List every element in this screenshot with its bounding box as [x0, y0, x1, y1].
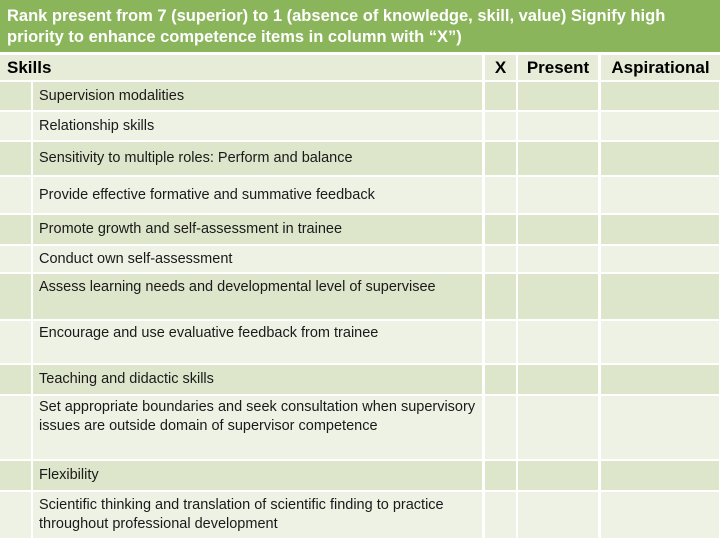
skill-cell: [33, 82, 482, 110]
aspirational-cell[interactable]: [601, 321, 719, 363]
column-header-present: Present: [518, 55, 598, 80]
skill-cell: [33, 461, 482, 490]
x-cell[interactable]: [485, 274, 516, 319]
skill-label: Promote growth and self-assessment in trainee: [39, 221, 343, 237]
skill-cell: [33, 396, 482, 459]
x-cell[interactable]: [485, 492, 516, 538]
present-cell[interactable]: [518, 274, 598, 319]
skill-label: Sensitivity to multiple roles: Perform and balance: [39, 150, 353, 166]
table-row: [0, 492, 720, 538]
instruction-text: Rank present from 7 (superior) to 1 (absence of knowledge, skill, value) Signify high priority to enhance competence items in column with “X”): [7, 7, 666, 46]
row-index-cell: [0, 177, 31, 213]
column-header-skills: Skills: [0, 55, 482, 80]
skill-label: Provide effective formative and summative feedback: [39, 186, 375, 203]
present-cell[interactable]: [518, 321, 598, 363]
row-index-cell: [0, 396, 31, 459]
present-cell[interactable]: [518, 461, 598, 490]
skill-cell: [33, 142, 482, 175]
aspirational-cell[interactable]: [601, 461, 719, 490]
table-row: [0, 365, 720, 394]
row-index-cell: [0, 112, 31, 140]
aspirational-cell[interactable]: [601, 492, 719, 538]
row-index-cell: [0, 82, 31, 110]
table-row: [0, 274, 720, 319]
skill-label: Relationship skills: [39, 117, 155, 134]
present-cell[interactable]: [518, 492, 598, 538]
skill-label: Conduct own self-assessment: [39, 250, 233, 267]
present-cell[interactable]: [518, 82, 598, 110]
table-row: [0, 142, 720, 175]
skill-cell: [33, 215, 482, 244]
x-cell[interactable]: [485, 82, 516, 110]
row-index-cell: [0, 461, 31, 490]
x-cell[interactable]: [485, 365, 516, 394]
present-cell[interactable]: [518, 365, 598, 394]
table-row: [0, 82, 720, 110]
aspirational-cell[interactable]: [601, 365, 719, 394]
aspirational-cell[interactable]: [601, 396, 719, 459]
aspirational-cell[interactable]: [601, 246, 719, 272]
row-index-cell: [0, 142, 31, 175]
aspirational-cell[interactable]: [601, 82, 719, 110]
x-cell[interactable]: [485, 461, 516, 490]
x-cell[interactable]: [485, 396, 516, 459]
aspirational-cell[interactable]: [601, 274, 719, 319]
row-index-cell: [0, 215, 31, 244]
table-row: [0, 112, 720, 140]
skill-cell: [33, 492, 482, 538]
skill-label: Scientific thinking and translation of scientific finding to practice throughout professional development: [39, 497, 444, 532]
column-header-aspirational: Aspirational: [601, 55, 720, 80]
row-index-cell: [0, 365, 31, 394]
row-index-cell: [0, 321, 31, 363]
skill-label: Flexibility: [39, 467, 99, 483]
column-header-x: X: [485, 55, 516, 80]
skill-label: Teaching and didactic skills: [39, 371, 214, 387]
table-row: [0, 396, 720, 459]
present-cell[interactable]: [518, 177, 598, 213]
table-row: [0, 461, 720, 490]
table-row: [0, 321, 720, 363]
present-cell[interactable]: [518, 112, 598, 140]
row-index-cell: [0, 492, 31, 538]
x-cell[interactable]: [485, 112, 516, 140]
row-index-cell: [0, 246, 31, 272]
present-cell[interactable]: [518, 246, 598, 272]
skill-label: Set appropriate boundaries and seek consultation when supervisory issues are outside domain of supervisor competence: [39, 399, 476, 434]
skill-cell: [33, 246, 482, 272]
skill-cell: [33, 321, 482, 363]
aspirational-cell[interactable]: [601, 177, 719, 213]
x-cell[interactable]: [485, 246, 516, 272]
x-cell[interactable]: [485, 177, 516, 213]
table-row: [0, 215, 720, 244]
aspirational-cell[interactable]: [601, 142, 719, 175]
skill-label: Assess learning needs and developmental level of supervisee: [39, 279, 436, 295]
aspirational-cell[interactable]: [601, 112, 719, 140]
skill-label: Supervision modalities: [39, 87, 185, 104]
x-cell[interactable]: [485, 142, 516, 175]
table-row: [0, 177, 720, 213]
aspirational-cell[interactable]: [601, 215, 719, 244]
table-row: [0, 246, 720, 272]
x-cell[interactable]: [485, 321, 516, 363]
row-index-cell: [0, 274, 31, 319]
skill-cell: [33, 112, 482, 140]
skill-label: Encourage and use evaluative feedback from trainee: [39, 325, 379, 341]
present-cell[interactable]: [518, 142, 598, 175]
skill-cell: [33, 274, 482, 319]
present-cell[interactable]: [518, 396, 598, 459]
x-cell[interactable]: [485, 215, 516, 244]
present-cell[interactable]: [518, 215, 598, 244]
skill-cell: [33, 365, 482, 394]
skill-cell: [33, 177, 482, 213]
instruction-header: [0, 0, 720, 52]
